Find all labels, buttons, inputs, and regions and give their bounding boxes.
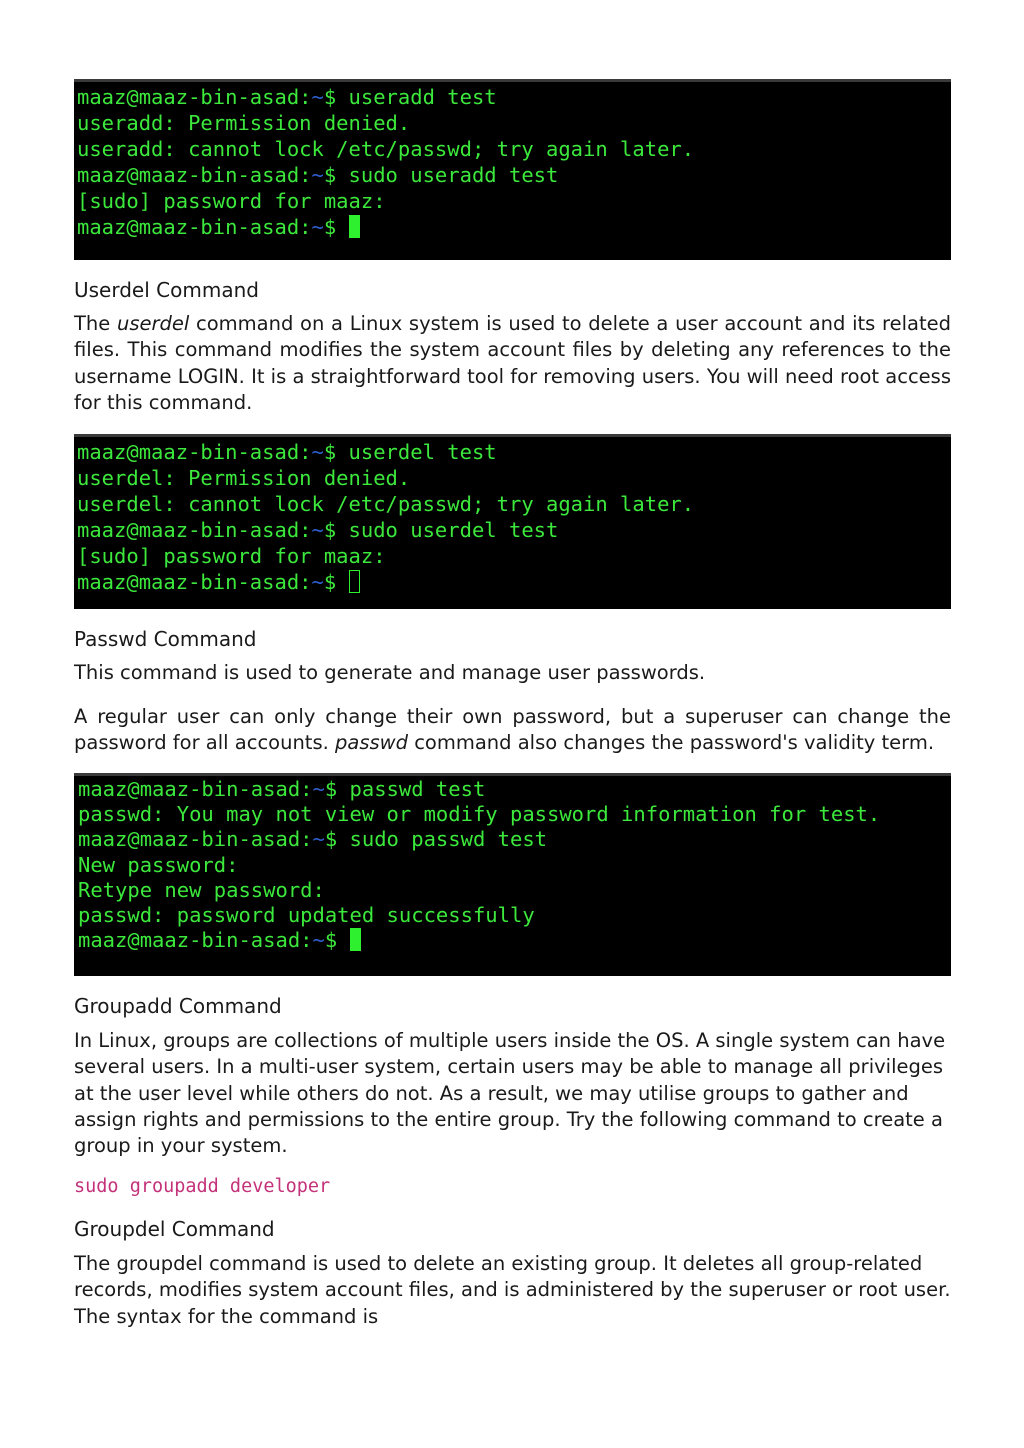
terminal-screenshot-passwd: [74, 773, 951, 976]
terminal-line: maaz@maaz-bin-asad:~$: [78, 928, 951, 953]
terminal-line: useradd: Permission denied.: [77, 111, 411, 135]
section-heading-passwd: Passwd Command: [74, 627, 257, 651]
terminal-line: New password:: [78, 852, 239, 877]
section-heading-userdel: Userdel Command: [74, 278, 259, 302]
terminal-line: maaz@maaz-bin-asad:~$ sudo userdel test: [77, 518, 559, 542]
terminal-screenshot-useradd: [74, 79, 951, 260]
groupdel-description: The groupdel command is used to delete an existing group. It deletes all group-related records, modifies system account files, and is administered by the superuser or root user. The syntax for the command is: [74, 1252, 951, 1328]
terminal-line: [sudo] password for maaz:: [77, 544, 386, 568]
groupadd-code-snippet: sudo groupadd developer: [74, 1176, 331, 1197]
terminal-line: maaz@maaz-bin-asad:~$ userdel test: [77, 440, 497, 464]
terminal-line: [sudo] password for maaz:: [77, 189, 386, 213]
section-heading-groupadd: Groupadd Command: [74, 994, 282, 1018]
terminal-line: userdel: cannot lock /etc/passwd; try again later.: [77, 492, 695, 516]
userdel-description: The userdel command on a Linux system is used to delete a user account and its related files. This command modifies the system account files by deleting any references to the username LOGIN. It is a straightforward tool for removing users. You will need root access for this command.: [74, 312, 951, 414]
section-heading-groupdel: Groupdel Command: [74, 1217, 275, 1241]
terminal-line: Retype new password:: [78, 877, 325, 902]
terminal-screenshot-userdel: [74, 434, 951, 609]
terminal-line: useradd: cannot lock /etc/passwd; try again later.: [77, 137, 695, 161]
terminal-line: maaz@maaz-bin-asad:~$: [77, 569, 951, 595]
terminal-cursor-icon: [350, 928, 361, 951]
terminal-cursor-icon: [349, 215, 360, 238]
groupadd-description: In Linux, groups are collections of multiple users inside the OS. A single system can have several users. In a multi-user system, certain users may be able to manage all privileges at the user level while others do not. As a result, we may utilise groups to gather and assign rights and permissions to the entire group. Try the following command to create a group in your system.: [74, 1029, 946, 1158]
terminal-line: maaz@maaz-bin-asad:~$ sudo passwd test: [78, 827, 548, 852]
passwd-description-1: This command is used to generate and manage user passwords.: [74, 661, 706, 684]
terminal-line: maaz@maaz-bin-asad:~$ sudo useradd test: [77, 163, 559, 187]
passwd-description-2: A regular user can only change their own password, but a superuser can change the password for all accounts. passwd command also changes the password's validity term.: [74, 705, 951, 755]
terminal-line: maaz@maaz-bin-asad:~$ passwd test: [78, 777, 486, 801]
terminal-line: maaz@maaz-bin-asad:~$: [77, 214, 951, 240]
terminal-line: maaz@maaz-bin-asad:~$ useradd test: [77, 85, 497, 109]
terminal-cursor-icon: [349, 570, 360, 593]
terminal-line: userdel: Permission denied.: [77, 466, 411, 490]
terminal-line: passwd: password updated successfully: [78, 903, 535, 928]
terminal-line: passwd: You may not view or modify password information for test.: [78, 802, 881, 827]
